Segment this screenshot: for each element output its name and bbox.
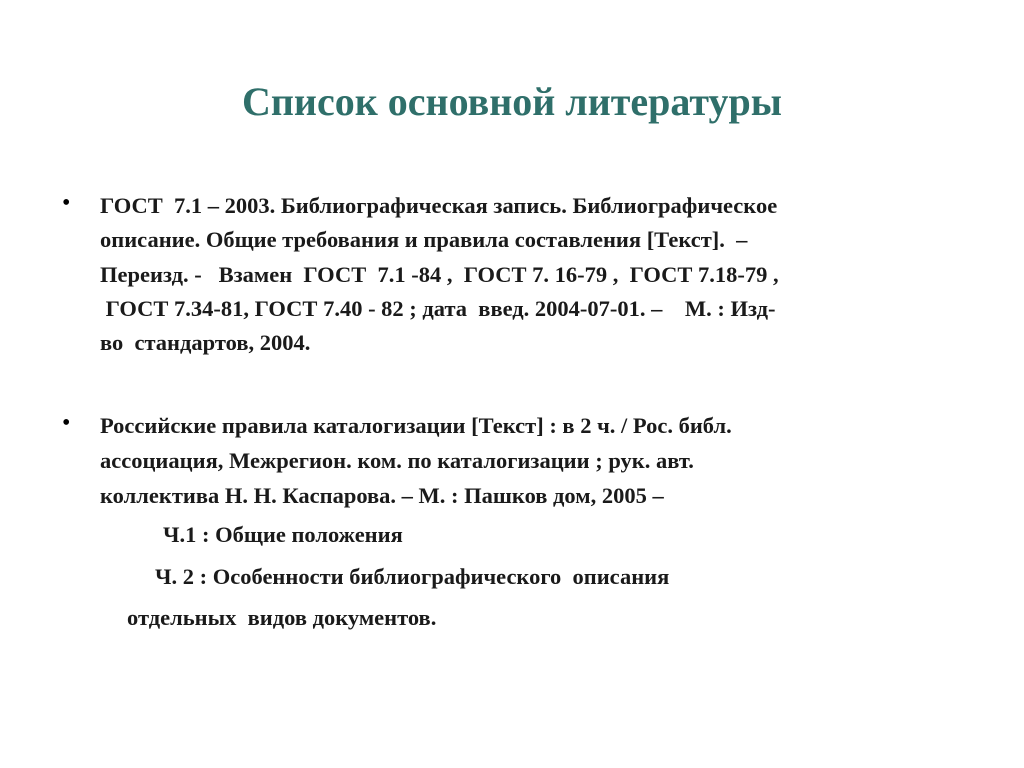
reference-subline: отдельных видов документов. <box>127 605 437 630</box>
reference-line: ассоциация, Межрегион. ком. по каталогизации ; рук. авт. <box>100 448 694 473</box>
reference-subline: Ч.1 : Общие положения <box>163 522 403 547</box>
bullet: • <box>62 190 71 216</box>
bullet: • <box>62 410 71 436</box>
reference-line: ГОСТ 7.1 – 2003. Библиографическая запись. Библиографическое <box>100 193 778 218</box>
reference-line: Российские правила каталогизации [Текст] : в 2 ч. / Рос. библ. <box>100 413 732 438</box>
reference-line: ГОСТ 7.34-81, ГОСТ 7.40 - 82 ; дата введ. 2004-07-01. – М. : Изд- <box>100 296 776 321</box>
reference-line: описание. Общие требования и правила составления [Текст]. – <box>100 227 748 252</box>
reference-subline: Ч. 2 : Особенности библиографического описания <box>155 564 670 589</box>
page-title: Список основной литературы <box>242 79 782 124</box>
reference-line: во стандартов, 2004. <box>100 330 311 355</box>
reference-line: Переизд. - Взамен ГОСТ 7.1 -84 , ГОСТ 7. 16-79 , ГОСТ 7.18-79 , <box>100 262 779 287</box>
reference-line: коллектива Н. Н. Каспарова. – М. : Пашков дом, 2005 – <box>100 483 664 508</box>
